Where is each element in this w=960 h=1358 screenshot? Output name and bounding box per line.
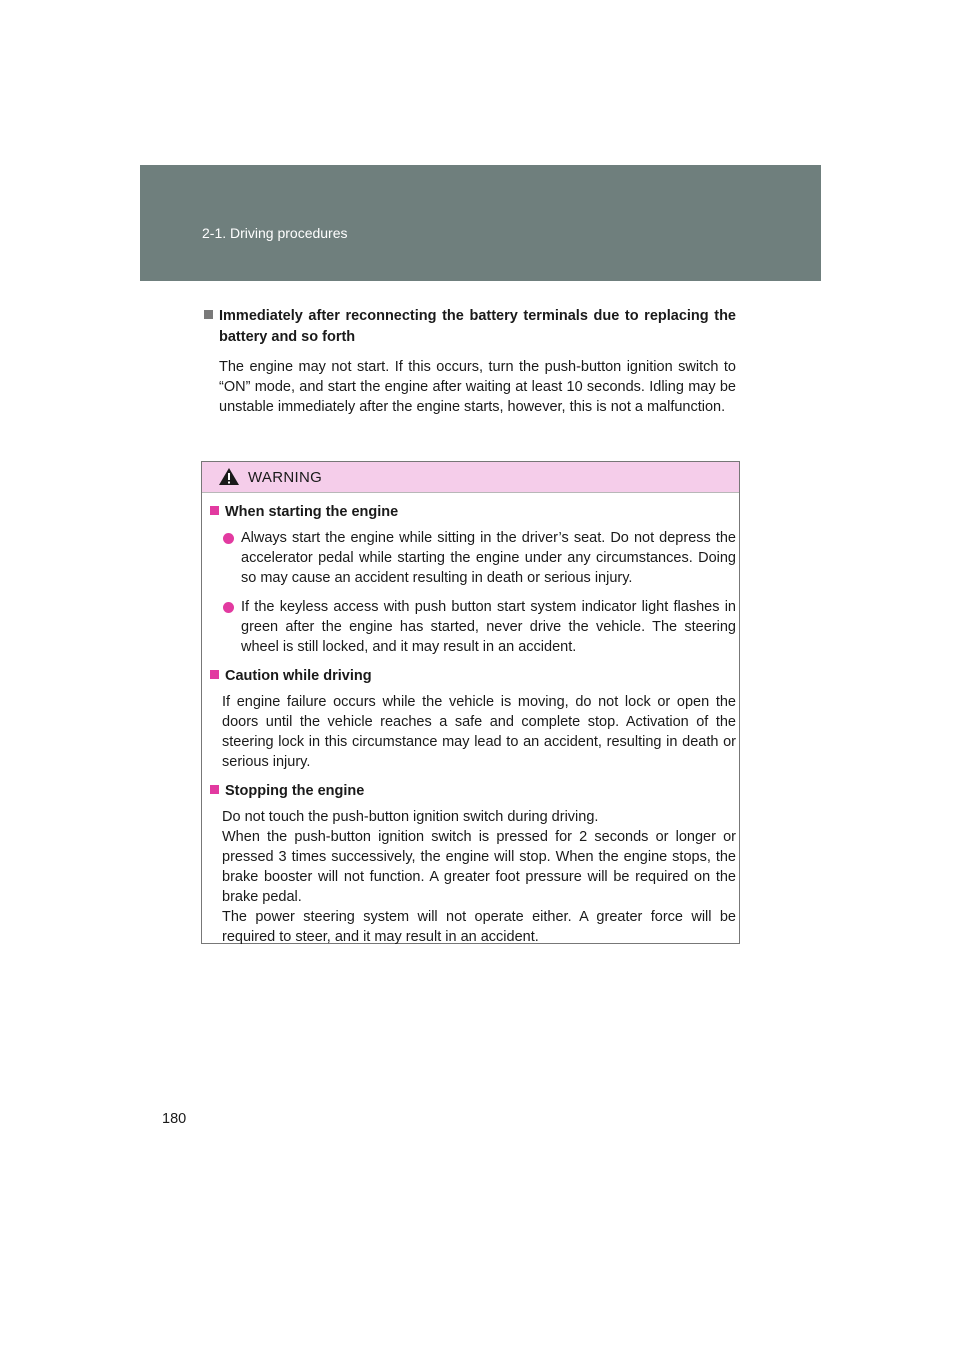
square-bullet-icon (204, 310, 213, 319)
page-number: 180 (162, 1111, 187, 1127)
warning-triangle-icon (218, 467, 240, 486)
square-bullet-icon (210, 670, 219, 679)
warning-section-starting (210, 502, 736, 657)
warning-bullet: Always start the engine while sitting in the driver’s seat. Do not depress the accelerator pedal while starting the engine under any circumstances. Doing so may cause an accident resulting in death or serious injury. (210, 528, 736, 588)
warning-box (201, 461, 740, 944)
warning-paragraph: The power steering system will not operate either. A greater force will be required to steer, and it may result in an accident. (222, 909, 736, 945)
warning-paragraph: When the push-button ignition switch is pressed for 2 seconds or longer or pressed 3 times successively, the engine will stop. When the engine stops, the brake booster will not function. A greater foot pressure will be required on the brake pedal. (222, 829, 736, 905)
section-title: 2-1. Driving procedures (202, 225, 348, 241)
warning-bullet: If the keyless access with push button start system indicator light flashes in green after the engine has started, never drive the vehicle. The steering wheel is still locked, and it may result in an accident. (210, 597, 736, 657)
note-block (204, 306, 736, 417)
warning-label: WARNING (248, 469, 323, 486)
warning-section-title: Stopping the engine (210, 781, 736, 801)
section-header (140, 165, 821, 281)
square-bullet-icon (210, 785, 219, 794)
round-bullet-icon (223, 602, 234, 613)
warning-content (210, 502, 736, 953)
note-body: The engine may not start. If this occurs, turn the push-button ignition switch to “ON” mode, and start the engine after waiting at least 10 seconds. Idling may be unstable immediately after the engine starts, however, this is not a malfunction. (219, 359, 736, 415)
warning-paragraph: If engine failure occurs while the vehicle is moving, do not lock or open the doors until the vehicle reaches a safe and complete stop. Activation of the steering lock in this circumstance may lead to an accident, resulting in death or serious injury. (222, 694, 736, 770)
warning-section-stopping (210, 781, 736, 947)
square-bullet-icon (210, 506, 219, 515)
warning-paragraph: Do not touch the push-button ignition switch during driving. (222, 809, 599, 825)
warning-header (202, 462, 739, 493)
warning-section-title: Caution while driving (210, 666, 736, 686)
note-title: Immediately after reconnecting the battery terminals due to replacing the battery and so forth (204, 306, 736, 348)
warning-section-caution (210, 666, 736, 772)
warning-section-title: When starting the engine (210, 502, 736, 522)
round-bullet-icon (223, 533, 234, 544)
